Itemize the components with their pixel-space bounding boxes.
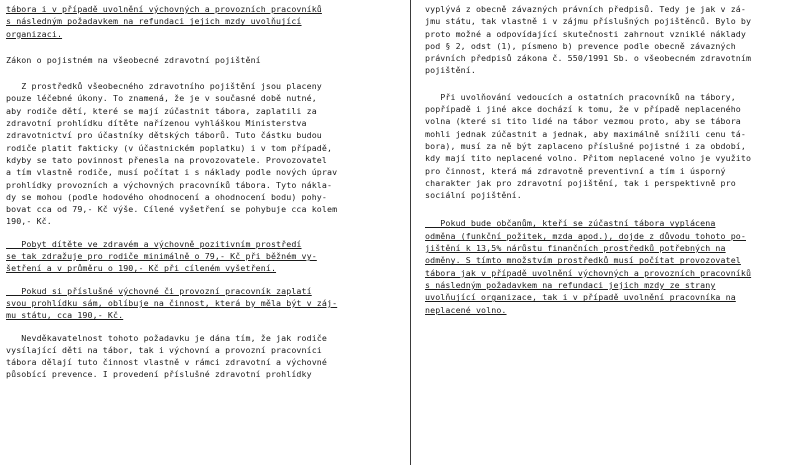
text-line: odměna (funkční požitek, mzda apod.), dojde z důvodu tohoto po- <box>425 230 746 241</box>
text-line: vysílající děti na tábor, tak i výchovní a provozní pracovníci <box>6 344 322 355</box>
paragraph-3 <box>425 217 803 315</box>
paragraph-1 <box>425 3 803 77</box>
paragraph-1 <box>6 80 398 228</box>
text-line: jištění k 13,5% nárůstu finančních prostředků potřebných na <box>425 243 726 254</box>
text-line: odměny. S tímto množstvím prostředků musí počítat provozovatel <box>425 255 741 266</box>
text-line: mu státu, cca 190,- Kč. <box>6 310 124 321</box>
text-line: šetření a v průměru o 190,- Kč při cíleném vyšetření. <box>6 263 277 274</box>
text-line: právních předpisů zákona č. 550/1991 Sb. o všeobecném zdravotním <box>425 53 752 64</box>
text-line: s následným požadavkem na refundaci jejich mzdy uvolňující <box>6 16 302 27</box>
text-line: pro činnost, která má zdravotně preventivní a tím i úsporný <box>425 165 726 176</box>
text-line: kdyby se tato povinnost přenesla na provozovatele. Provozovatel <box>6 154 327 165</box>
text-line: Při uvolňování vedoucích a ostatních pracovníků na tábory, <box>425 91 736 102</box>
text-line: pojištění. <box>425 65 476 76</box>
text-line: zdravotnictví pro účastníky dětských táborů. Tuto částku budou <box>6 130 322 141</box>
text-line: mohli jednak zúčastnit a jednak, aby maximálně snížili cenu tá- <box>425 128 746 139</box>
text-line: Pokud si příslušné výchovné či provozní pracovník zaplatí <box>6 285 312 296</box>
text-line: se tak zdražuje pro rodiče minimálně o 79,- Kč při běžném vy- <box>6 251 317 262</box>
text-line: jmu státu, tak vlastně i v zájmu příslušných pojištěnců. Bylo by <box>425 16 752 27</box>
intro-block <box>6 3 398 40</box>
text-line: volna (které si tito lidé na tábor vezmou proto, aby se tábora <box>425 116 741 127</box>
text-line: Pokud bude občanům, kteří se zúčastní tábora vyplácena <box>425 218 716 229</box>
text-line: Nevděkavatelnost tohoto požadavku je dána tím, že jak rodiče <box>6 332 327 343</box>
text-line: kdy mají tito neplacené volno. Přitom neplacené volno je využito <box>425 153 752 164</box>
paragraph-3 <box>6 285 398 322</box>
section-heading: Zákon o pojistném na všeobecné zdravotní pojištění <box>6 54 261 65</box>
text-line: působící prevence. I provedení příslušné zdravotní prohlídky <box>6 369 312 380</box>
page-divider <box>410 0 411 465</box>
paragraph-2 <box>425 91 803 202</box>
text-line: tábora i v případě uvolnění výchovných a provozních pracovníků <box>6 4 322 14</box>
text-line: aby rodiče dětí, které se mají zúčastnit tábora, zaplatili za <box>6 105 317 116</box>
text-line: a tím vlastně rodiče, musí počítat i s náklady podle nových úprav <box>6 167 338 178</box>
text-line: pouze léčebné úkony. To znamená, že je v současné době nutné, <box>6 93 317 104</box>
paragraph-4 <box>6 332 398 381</box>
text-line: bora), musí za ně být zaplaceno příslušné pojistné i za období, <box>425 140 746 151</box>
text-line: s následným požadavkem na refundaci jejich mzdy ze strany <box>425 279 716 290</box>
text-line: popřípadě i jiné akce dochází k tomu, že v případě neplaceného <box>425 104 741 115</box>
text-line: bovat cca od 79,- Kč výše. Cílené vyšetření se pohybuje cca kolem <box>6 204 338 215</box>
text-line: 190,- Kč. <box>6 216 52 227</box>
text-line: organizaci. <box>6 28 63 39</box>
text-line: uvolňující organizace, tak i v případě uvolnění pracovníka na <box>425 292 736 303</box>
right-column <box>425 0 803 316</box>
text-line: tábora jak v případě uvolnění výchovných a provozních pracovníků <box>425 267 752 278</box>
text-line: Pobyt dítěte ve zdravém a výchovně pozitivním prostředí <box>6 238 302 249</box>
text-line: Z prostředků všeobecného zdravotního pojištění jsou placeny <box>6 81 322 92</box>
text-line: rodiče platit fakticky (v účastnickém poplatku) i v tom případě, <box>6 142 333 153</box>
text-line: svou prohlídku sám, oblíbuje na činnost, která by měla být v záj- <box>6 297 338 308</box>
text-line: prohlídky provozních a výchovných pracovníků tábora. Tyto nákla- <box>6 179 333 190</box>
text-line: pod § 2, odst (1), písmeno b) prevence podle obecně závazných <box>425 40 736 51</box>
text-line: neplacené volno. <box>425 304 507 315</box>
text-line: zdravotní prohlídku dítěte nařízenou vyhláškou Ministerstva <box>6 118 307 129</box>
left-column <box>6 0 398 381</box>
text-line: tábora dělají tuto činnost vlastně v rámci zdravotní a výchovné <box>6 357 327 368</box>
paragraph-2 <box>6 238 398 275</box>
text-line: sociální pojištění. <box>425 190 522 201</box>
text-line: charakter jak pro zdravotní pojištění, tak i perspektivně pro <box>425 177 736 188</box>
text-line: vyplývá z obecně závazných právních předpisů. Tedy je jak v zá- <box>425 4 746 14</box>
text-line: dy se mohou (podle hodového ohodnocení a ohodnocení bodu) pohy- <box>6 191 327 202</box>
text-line: proto možné a odpovídající skutečnosti zahrnout vzniklé náklady <box>425 28 746 39</box>
